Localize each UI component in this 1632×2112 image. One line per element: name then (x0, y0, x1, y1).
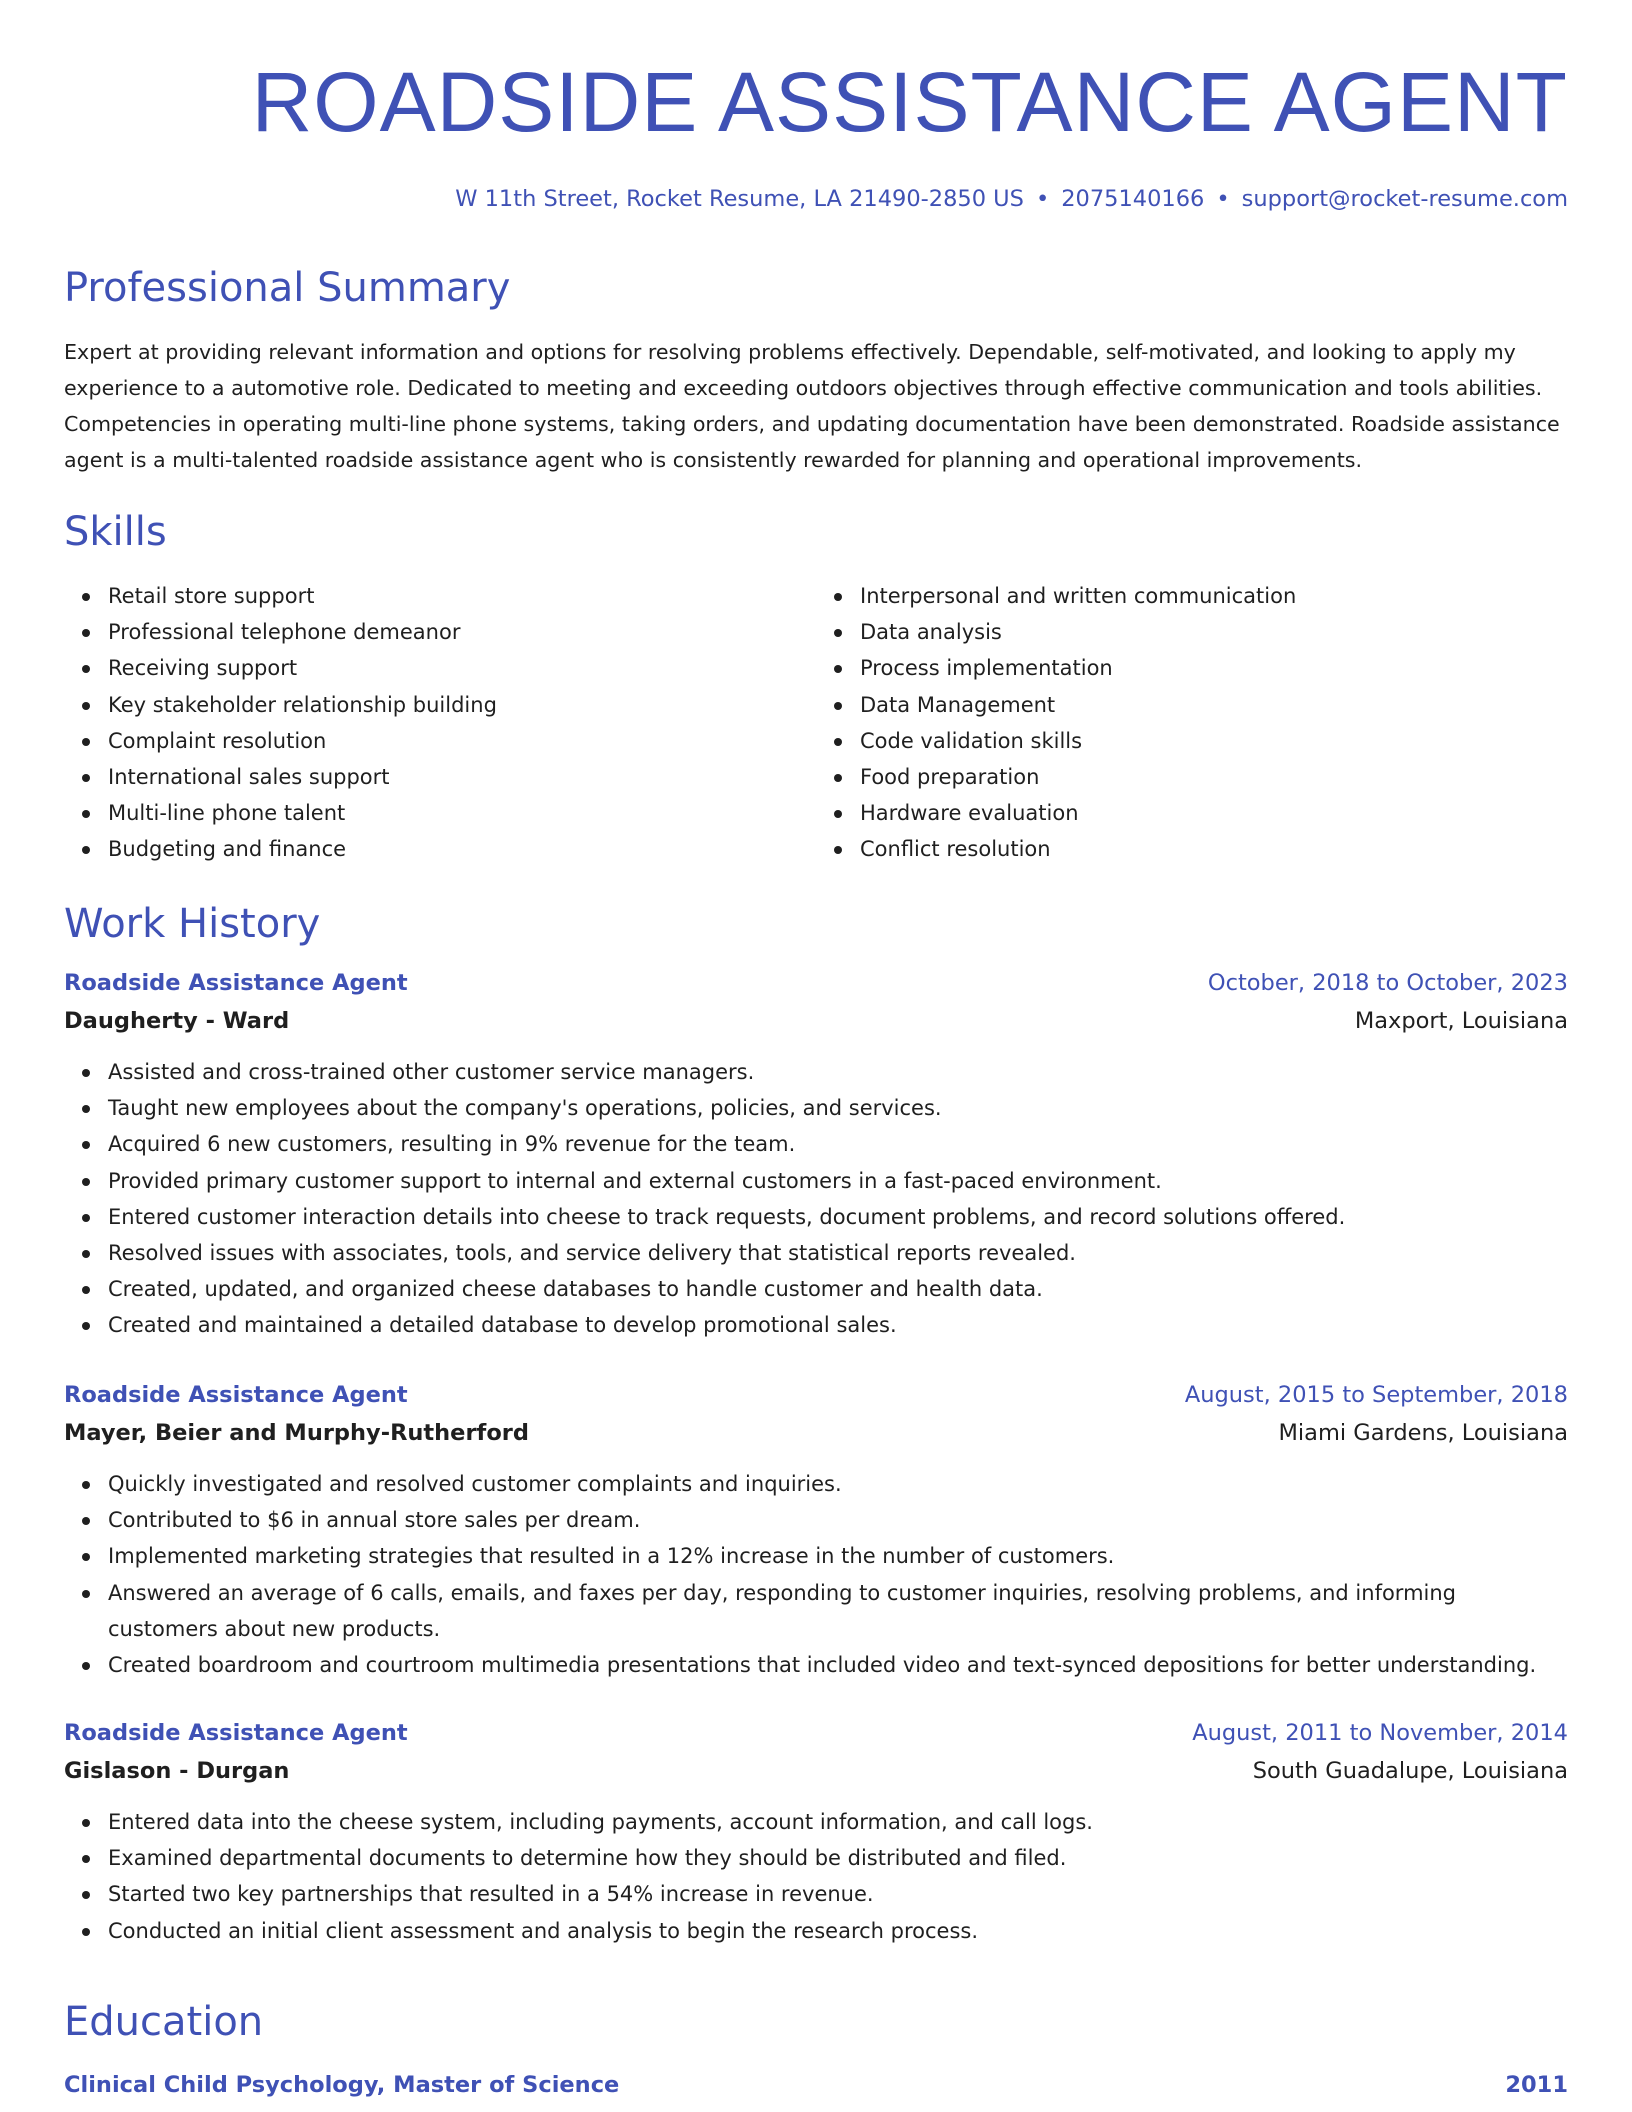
skill-item: Multi-line phone talent (108, 795, 816, 831)
job-title-row (64, 1714, 1568, 1752)
resume-page (64, 0, 1568, 2098)
skill-item: Key stakeholder relationship building (108, 687, 816, 723)
contact-separator: • (1216, 186, 1230, 212)
summary-text: Expert at providing relevant information and options for resolving problems effectively. Dependable, self-motivated, and looking to apply my experience to a automotive role. Dedicated to meeting and exceeding outdoors objectives through effective communication and tools abilities. Competencies in operating multi-line phone systems, taking orders, and updating documentation have been demonstrated. Roadside assistance agent is a multi-talented roadside assistance agent who is consistently rewarded for planning and operational improvements. (64, 340, 1560, 472)
job-dates: August, 2015 to September, 2018 (1184, 1382, 1568, 1408)
job-entry (64, 964, 1568, 1344)
job-bullets (64, 1466, 1568, 1683)
job-bullet: Entered customer interaction details into cheese to track requests, document problems, and record solutions offered. (108, 1199, 1568, 1235)
skill-item: Receiving support (108, 650, 816, 686)
job-title: Roadside Assistance Agent (64, 1720, 408, 1746)
job-bullet: Created and maintained a detailed database to develop promotional sales. (108, 1307, 1568, 1343)
job-bullets (64, 1804, 1568, 1949)
job-entry (64, 1714, 1568, 1949)
skill-item: Code validation skills (860, 723, 1568, 759)
skill-item: Retail store support (108, 578, 816, 614)
skill-item: Budgeting and finance (108, 831, 816, 867)
job-bullet: Resolved issues with associates, tools, and service delivery that statistical reports revealed. (108, 1235, 1568, 1271)
job-company: Gislason - Durgan (64, 1758, 290, 1784)
job-bullet: Provided primary customer support to internal and external customers in a fast-paced environment. (108, 1163, 1568, 1199)
job-bullet: Entered data into the cheese system, including payments, account information, and call logs. (108, 1804, 1568, 1840)
job-company-row (64, 1414, 1568, 1452)
job-dates: October, 2018 to October, 2023 (1207, 970, 1568, 996)
job-title-row (64, 1376, 1568, 1414)
skill-item: Food preparation (860, 759, 1568, 795)
skill-item: Hardware evaluation (860, 795, 1568, 831)
job-bullet: Started two key partnerships that resulted in a 54% increase in revenue. (108, 1876, 1568, 1912)
skills-list-right (816, 578, 1568, 868)
contact-separator: • (1035, 186, 1050, 212)
skills-list-left (64, 578, 816, 868)
skill-item: Data analysis (860, 614, 1568, 650)
skills-columns (64, 578, 1568, 868)
skill-item: International sales support (108, 759, 816, 795)
job-bullet: Taught new employees about the company's operations, policies, and services. (108, 1090, 1568, 1126)
job-bullet: Assisted and cross-trained other customer service managers. (108, 1054, 1568, 1090)
job-bullet: Examined departmental documents to determine how they should be distributed and filed. (108, 1840, 1568, 1876)
skill-item: Professional telephone demeanor (108, 614, 816, 650)
education-year: 2011 (1505, 2072, 1568, 2098)
job-company: Mayer, Beier and Murphy-Rutherford (64, 1420, 529, 1446)
job-company-row (64, 1002, 1568, 1040)
skill-item: Process implementation (860, 650, 1568, 686)
job-location: South Guadalupe, Louisiana (1252, 1758, 1568, 1784)
job-bullet: Answered an average of 6 calls, emails, and faxes per day, responding to customer inquiries, resolving problems, and informing customers about new products. (108, 1575, 1568, 1647)
job-title: Roadside Assistance Agent (64, 1382, 408, 1408)
job-location: Maxport, Louisiana (1354, 1008, 1568, 1034)
job-title: Roadside Assistance Agent (64, 970, 408, 996)
job-dates: August, 2011 to November, 2014 (1192, 1720, 1568, 1746)
education-heading: Education (64, 1999, 264, 2045)
job-bullet: Quickly investigated and resolved customer complaints and inquiries. (108, 1466, 1568, 1502)
summary-heading: Professional Summary (64, 265, 511, 311)
education-degree: Clinical Child Psychology, Master of Science (64, 2072, 620, 2098)
skill-item: Conflict resolution (860, 831, 1568, 867)
contact-line (64, 184, 1568, 214)
job-bullet: Conducted an initial client assessment and analysis to begin the research process. (108, 1913, 1568, 1949)
job-location: Miami Gardens, Louisiana (1278, 1420, 1568, 1446)
job-bullet: Created, updated, and organized cheese databases to handle customer and health data. (108, 1271, 1568, 1307)
skill-item: Interpersonal and written communication (860, 578, 1568, 614)
job-bullet: Implemented marketing strategies that resulted in a 12% increase in the number of customers. (108, 1538, 1568, 1574)
education-entry (64, 2066, 1568, 2104)
job-bullet: Created boardroom and courtroom multimedia presentations that included video and text-synced depositions for better understanding. (108, 1647, 1568, 1683)
job-bullet: Acquired 6 new customers, resulting in 9% revenue for the team. (108, 1126, 1568, 1162)
job-bullets (64, 1054, 1568, 1344)
skill-item: Data Management (860, 687, 1568, 723)
skills-heading: Skills (64, 509, 167, 555)
resume-header (64, 0, 1568, 214)
skill-item: Complaint resolution (108, 723, 816, 759)
job-title-row (64, 964, 1568, 1002)
job-company-row (64, 1752, 1568, 1790)
candidate-name: ROADSIDE ASSISTANCE AGENT (251, 55, 1568, 149)
contact-email: support@rocket-resume.com (1241, 186, 1568, 212)
job-company: Daugherty - Ward (64, 1008, 290, 1034)
job-bullet: Contributed to $6 in annual store sales per dream. (108, 1502, 1568, 1538)
job-entry (64, 1376, 1568, 1683)
contact-address: W 11th Street, Rocket Resume, LA 21490-2850 US (455, 186, 1024, 212)
work-history-heading: Work History (64, 901, 321, 947)
contact-phone: 2075140166 (1061, 186, 1205, 212)
